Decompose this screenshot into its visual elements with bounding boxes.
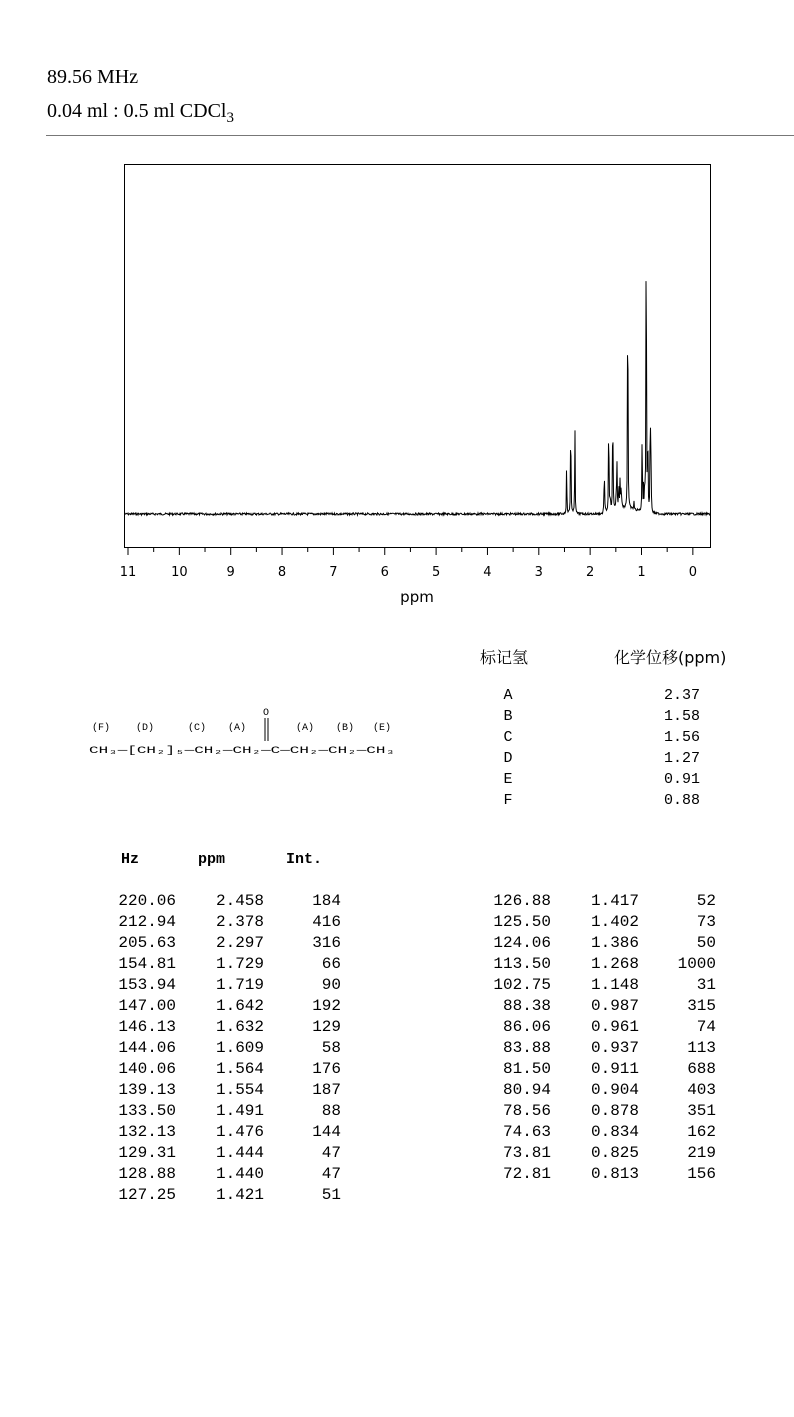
peak-ppm: 0.825 <box>590 1144 639 1162</box>
peak-ppm: 0.961 <box>590 1018 639 1036</box>
assignment-label: C <box>503 729 513 746</box>
peak-ppm: 0.813 <box>590 1165 639 1183</box>
x-tick-label: 3 <box>534 565 543 580</box>
peak-int: 315 <box>687 997 716 1015</box>
peak-hz: 102.75 <box>493 976 551 994</box>
peak-int: 156 <box>687 1165 716 1183</box>
peak-ppm: 1.444 <box>215 1144 264 1162</box>
sample-main-text: 0.04 ml : 0.5 ml CDCl <box>47 100 227 122</box>
peak-int: 74 <box>696 1018 716 1036</box>
peak-header-hz: Hz <box>121 851 140 868</box>
x-tick-label: 10 <box>171 565 188 580</box>
x-tick-label: 7 <box>329 565 338 580</box>
x-tick-label: 6 <box>380 565 389 580</box>
x-tick-label: 8 <box>277 565 287 580</box>
peak-ppm: 1.729 <box>215 955 264 973</box>
peak-ppm: 1.268 <box>590 955 639 973</box>
peak-int: 31 <box>696 976 716 994</box>
peak-ppm: 1.491 <box>215 1102 264 1120</box>
peak-int: 52 <box>696 892 716 910</box>
structure-label-a1: (A) <box>228 723 247 734</box>
peak-hz: 83.88 <box>502 1039 551 1057</box>
peak-ppm: 0.937 <box>590 1039 639 1057</box>
structure-label-a2: (A) <box>296 723 315 734</box>
peak-ppm: 1.440 <box>215 1165 264 1183</box>
peak-hz: 212.94 <box>118 913 176 931</box>
peak-ppm: 1.476 <box>215 1123 264 1141</box>
x-tick-label: 0 <box>688 565 697 580</box>
x-tick-label: 4 <box>483 565 492 580</box>
assignment-shift: 2.37 <box>663 687 700 704</box>
peak-int: 88 <box>321 1102 341 1120</box>
peak-int: 113 <box>687 1039 716 1057</box>
peak-int: 50 <box>696 934 716 952</box>
peak-int: 90 <box>321 976 341 994</box>
peak-hz: 140.06 <box>118 1060 176 1078</box>
peak-hz: 129.31 <box>118 1144 176 1162</box>
peak-hz: 78.56 <box>502 1102 551 1120</box>
peak-ppm: 0.904 <box>590 1081 639 1099</box>
peak-hz: 126.88 <box>493 892 551 910</box>
peak-int: 316 <box>312 934 341 952</box>
peak-hz: 133.50 <box>118 1102 176 1120</box>
peak-int: 144 <box>312 1123 341 1141</box>
peak-hz: 81.50 <box>502 1060 551 1078</box>
assignment-shift: 1.56 <box>663 729 700 746</box>
peak-int: 688 <box>687 1060 716 1078</box>
structure-label-b: (B) <box>336 723 355 734</box>
peak-hz: 220.06 <box>118 892 176 910</box>
peak-header-int: Int. <box>286 851 323 868</box>
peak-hz: 127.25 <box>118 1186 176 1204</box>
peak-ppm: 1.632 <box>215 1018 264 1036</box>
peak-ppm: 0.834 <box>590 1123 639 1141</box>
peak-hz: 124.06 <box>493 934 551 952</box>
peak-ppm: 2.458 <box>215 892 264 910</box>
peak-ppm: 2.378 <box>215 913 264 931</box>
assignment-shift: 1.27 <box>663 750 700 767</box>
x-axis-label: ppm <box>400 588 434 606</box>
peak-hz: 132.13 <box>118 1123 176 1141</box>
assignment-label: A <box>503 687 513 704</box>
peak-ppm: 1.564 <box>215 1060 264 1078</box>
peak-ppm: 1.148 <box>590 976 639 994</box>
peak-hz: 80.94 <box>502 1081 551 1099</box>
peak-ppm: 1.642 <box>215 997 264 1015</box>
peak-hz: 72.81 <box>502 1165 551 1183</box>
peak-hz: 128.88 <box>118 1165 176 1183</box>
peak-ppm: 0.987 <box>590 997 639 1015</box>
peak-hz: 146.13 <box>118 1018 176 1036</box>
peak-int: 47 <box>321 1144 341 1162</box>
peak-hz: 139.13 <box>118 1081 176 1099</box>
x-tick-label: 5 <box>431 565 441 580</box>
peak-ppm: 1.386 <box>590 934 639 952</box>
peak-hz: 205.63 <box>118 934 176 952</box>
sample-subscript: 3 <box>226 110 234 126</box>
peak-hz: 86.06 <box>502 1018 551 1036</box>
peak-int: 192 <box>312 997 341 1015</box>
assignment-label: F <box>503 792 513 809</box>
structure-label-d: (D) <box>136 723 155 734</box>
peak-int: 58 <box>321 1039 341 1057</box>
x-tick-label: 9 <box>226 565 235 580</box>
spectrometer-frequency: 89.56 MHz <box>47 66 139 88</box>
peak-ppm: 1.417 <box>590 892 639 910</box>
peak-header-ppm: ppm <box>198 851 226 868</box>
structure-oxygen: O <box>263 708 270 719</box>
peak-ppm: 0.878 <box>590 1102 639 1120</box>
peak-ppm: 1.554 <box>215 1081 264 1099</box>
peak-int: 162 <box>687 1123 716 1141</box>
peak-ppm: 1.609 <box>215 1039 264 1057</box>
peak-hz: 113.50 <box>493 955 551 973</box>
x-tick-label: 11 <box>119 565 137 580</box>
assignment-label: D <box>503 750 513 767</box>
peak-ppm: 1.402 <box>590 913 639 931</box>
assignment-shift: 1.58 <box>663 708 700 725</box>
assignment-shift: 0.88 <box>663 792 700 809</box>
peak-hz: 144.06 <box>118 1039 176 1057</box>
peak-hz: 153.94 <box>118 976 176 994</box>
assignment-label: B <box>503 708 513 725</box>
structure-formula: CH₃—[CH₂]₅—CH₂—CH₂—C—CH₂—CH₂—CH₃ <box>89 746 282 757</box>
x-tick-label: 2 <box>586 565 595 580</box>
peak-ppm: 1.719 <box>215 976 264 994</box>
assignment-header-label: 标记氢 <box>480 648 529 667</box>
peak-int: 51 <box>321 1186 341 1204</box>
peak-hz: 74.63 <box>502 1123 551 1141</box>
peak-hz: 125.50 <box>493 913 551 931</box>
peak-int: 1000 <box>677 955 716 973</box>
assignment-header-shift: 化学位移(ppm) <box>614 648 727 667</box>
peak-int: 66 <box>321 955 341 973</box>
peak-int: 47 <box>321 1165 341 1183</box>
x-tick-label: 1 <box>637 565 646 580</box>
assignment-label: E <box>503 771 513 788</box>
peak-int: 416 <box>312 913 341 931</box>
peak-ppm: 2.297 <box>215 934 264 952</box>
peak-ppm: 0.911 <box>590 1060 639 1078</box>
peak-int: 184 <box>312 892 341 910</box>
peak-int: 176 <box>312 1060 341 1078</box>
peak-int: 73 <box>696 913 716 931</box>
peak-int: 187 <box>312 1081 341 1099</box>
peak-int: 351 <box>687 1102 716 1120</box>
peak-int: 403 <box>687 1081 716 1099</box>
structure-label-f: (F) <box>92 723 111 734</box>
peak-hz: 154.81 <box>118 955 176 973</box>
peak-hz: 73.81 <box>502 1144 551 1162</box>
assignment-shift: 0.91 <box>663 771 700 788</box>
structure-label-c: (C) <box>188 723 207 734</box>
peak-ppm: 1.421 <box>215 1186 264 1204</box>
peak-hz: 88.38 <box>502 997 551 1015</box>
peak-int: 129 <box>312 1018 341 1036</box>
structure-label-e: (E) <box>373 723 392 734</box>
peak-int: 219 <box>687 1144 716 1162</box>
peak-hz: 147.00 <box>118 997 176 1015</box>
